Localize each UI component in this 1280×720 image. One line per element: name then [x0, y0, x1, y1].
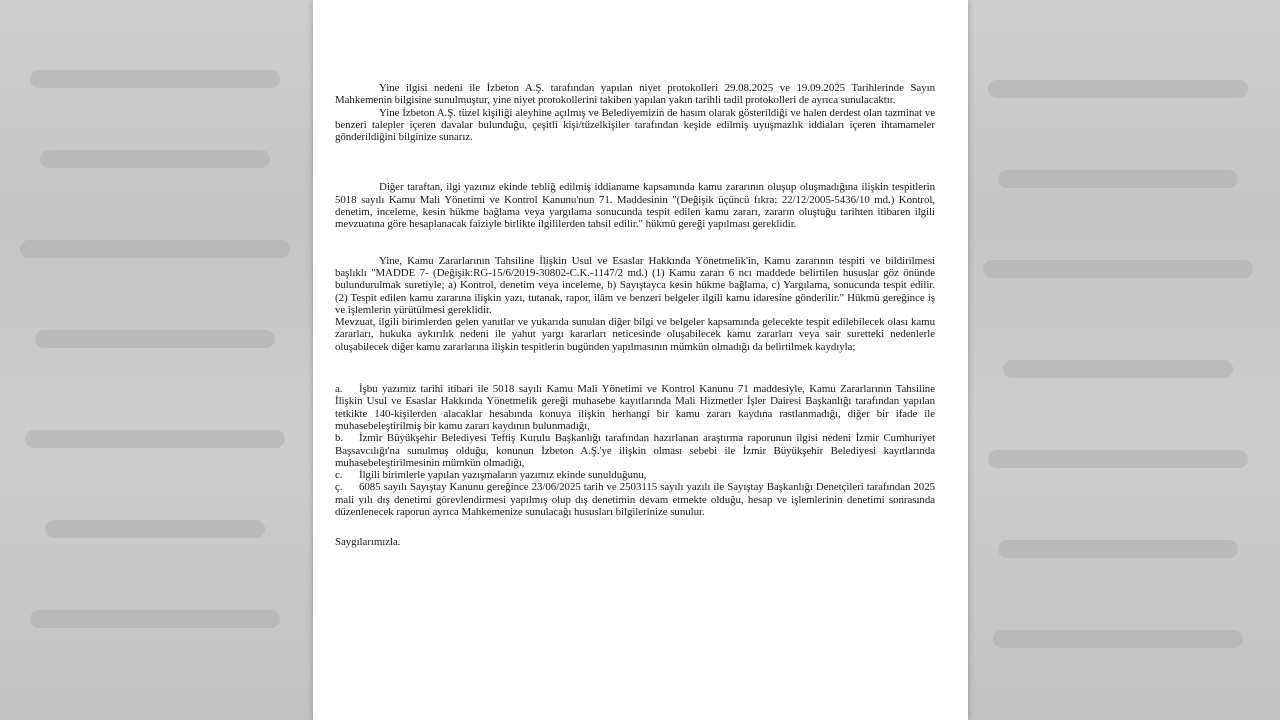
list-item-a — [335, 383, 935, 432]
blurred-background-right — [968, 0, 1280, 720]
paragraph-niyet-protokolleri: Yine ilgisi nedeni ile İzbeton A.Ş. tarafından yapılan niyet protokolleri 29.08.2025 ve 19.09.2025 Tarihlerinde Sayın Mahkemenin bilgisine sunulmuştur, yine niyet protokollerini takiben yapılan yakın tarihli tadil protokolleri de ayrıca sunulacaktır. — [335, 82, 935, 107]
paragraph-mevzuat: Mevzuat, ilgili birimlerden gelen yanıtlar ve yukarıda sunulan diğer bilgi ve belgeler kapsamında gelecekte tespit edilebilecek olası kamu zararları, hukuka aykırılık nedeni ile yahut yargı kararları neticesinde oluşabilecek kamu zararları veya sair suretteki nedenlerle oluşabilecek diğer kamu zararlarına ilişkin tespitlerin bugünden yapılmasının mümkün olmadığı da belirtilmek kaydıyla; — [335, 316, 935, 353]
list-marker: ç. — [335, 481, 343, 494]
closing-salutation: Saygılarımızla. — [335, 536, 401, 549]
document-page — [313, 0, 968, 720]
paragraph-yonetmelik: Yine, Kamu Zararlarının Tahsiline İlişkin Usul ve Esaslar Hakkında Yönetmelik'in, Kamu zararının tespiti ve bildirilmesi başlıklı "MADDE 7- (Değişik:RG-15/6/2019-30802-C.K.-1147/2 md.) (1) Kamu zararı 6 ncı maddede belirtilen hususlar göz önünde bulundurulmak suretiyle; a) Kontrol, denetim veya inceleme, b) Sayıştayca kesin hükme bağlama, c) Yargılama, sonucunda tespit edilir. (2) Tespit edilen kamu zararına ilişkin yazı, tutanak, rapor, ilâm ve benzeri belgeler ilgili kamu idaresine gönderilir." Hükmü gereğince iş ve işlemlerin yürütülmesi gereklidir. — [335, 254, 935, 316]
list-text: İşbu yazımız tarihi itibari ile 5018 sayılı Kamu Mali Yönetimi ve Kontrol Kanunu 71 maddesiyle, Kamu Zararlarının Tahsiline İlişkin Usul ve Esaslar Hakkında Yönetmelik gereği muhasebe kayıtlarında Mali Hizmetler İşler Dairesi Başkanlığı tarafından yapılan tetkikte 140-kişilerden alacaklar hesabında konuya ilişkin herhangi bir kamu zararı kaydına rastlanmadığı, diğer bir ifade ile muhasebeleştirilmiş bir kamu zararı kaydının bulunmadığı, — [335, 383, 935, 432]
list-marker: a. — [335, 383, 343, 396]
list-marker: c. — [335, 469, 343, 482]
list-text: İlgili birimlerle yapılan yazışmaların yazımız ekinde sunulduğunu, — [359, 469, 647, 482]
list-text: İzmir Büyükşehir Belediyesi Teftiş Kurulu Başkanlığı tarafından hazırlanan araştırma raporunun ilgisi nedeni İzmir Cumhuriyet Başsavcılığı'na sunulmuş olduğu, konunun İzbeton A.Ş.'ye ilişkin olması sebebi ile İzmir Büyükşehir Belediyesi kayıtlarında muhasebeleştirilmesinin mümkün olmadığı, — [335, 432, 935, 469]
list-item-b — [335, 432, 935, 469]
list-text: 6085 sayılı Sayıştay Kanunu gereğince 23/06/2025 tarih ve 2503115 sayılı yazılı ile Sayıştay Başkanlığı Denetçileri tarafından 2025 mali yılı dış denetimi görevlendirmesi yapılmış olup dış denetimin devam etmekte olduğu, hesap ve işlemlerinin denetimi sonrasında düzenlenecek raporun ayrıca Mahkemenize sunulacağı hususları bilgilerinize sunulur. — [335, 481, 935, 519]
blurred-background-left — [0, 0, 313, 720]
paragraph-davalar: Yine İzbeton A.Ş. tüzel kişiliği aleyhine açılmış ve Belediyemizin de hasım olarak gösterildiği ve halen derdest olan tazminat ve benzeri talepler içeren davalar bulunduğu, çeşitli kişi/tüzelkişiler tarafından keşide edilmiş uyuşmazlık iddiaları içeren ihtamameler gönderildiğini bilginize sunarız. — [335, 106, 935, 144]
list-marker: b. — [335, 432, 344, 445]
list-item-c — [335, 469, 935, 481]
paragraph-kamu-zarari-tespiti: Diğer taraftan, ilgi yazınız ekinde tebliğ edilmiş iddianame kapsamında kamu zararının oluşup oluşmadığına ilişkin tespitlerin 5018 sayılı Kamu Mali Yönetimi ve Kontrol Kanunu'nun 71. Maddesinin "(Değişik üçüncü fıkra: 22/12/2005-5436/10 md.) Kontrol, denetim, inceleme, kesin hükme bağlama veya yargılama sonucunda tespit edilen kamu zararı, zararın oluştuğu tarihten itibaren ilgili mevzuatına göre hesaplanacak faiziyle birlikte ilgililerden tahsil edilir." hükmü gereği yapılması gereklidir. — [335, 181, 935, 231]
list-item-c-cedilla — [335, 481, 935, 518]
document-body — [335, 82, 935, 549]
